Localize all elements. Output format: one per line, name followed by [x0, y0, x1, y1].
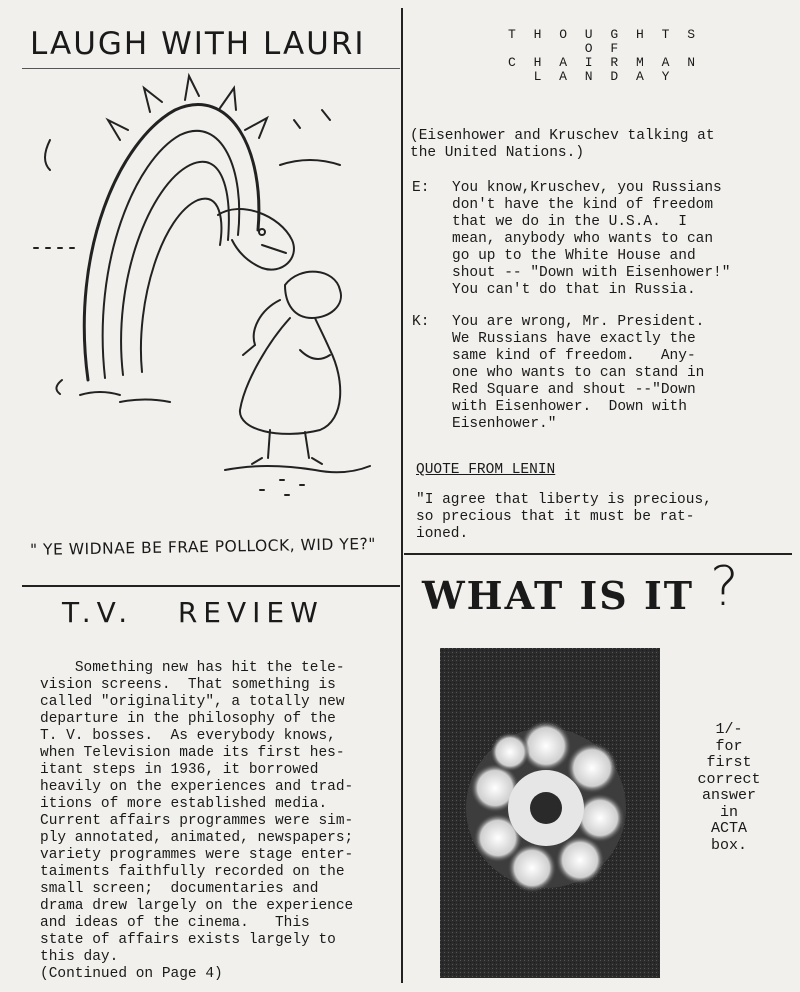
what-is-it-title: WHAT IS IT [422, 573, 694, 618]
thoughts-of-chairman-panel [404, 0, 800, 553]
sea-serpent-cartoon-illustration [0, 0, 400, 585]
lenin-quote: "I agree that liberty is precious, so precious that it must be rat- ioned. [416, 492, 712, 542]
mystery-photo [440, 648, 660, 978]
cartoon-caption: " YE WIDNAE BE FRAE POLLOCK, WID YE?" [29, 534, 377, 560]
prize-text: 1/- for first correct answer in ACTA box. [697, 721, 761, 854]
speaker-label: K: [412, 314, 430, 330]
mystery-object-image [440, 648, 660, 978]
cartoon-title: LAUGH WITH LAURI [30, 26, 366, 62]
thoughts-heading: T H O U G H T S O F C H A I R M A N L A N D A Y [507, 27, 701, 84]
speaker-label: E: [412, 180, 430, 196]
dialogue-intro: (Eisenhower and Kruschev talking at the United Nations.) [410, 128, 715, 161]
what-is-it-panel [404, 555, 800, 992]
speaker-text: You are wrong, Mr. President. We Russians have exactly the same kind of freedom. Any- one who wants to can stand in Red Square and shout --"Down with Eisenhower. Down with Eisenhower." [452, 314, 705, 432]
speaker-text: You know,Kruschev, you Russians don't have the kind of freedom that we do in the U.S.A. I mean, anybody who wants to can go up to the White House and shout -- "Down with Eisenhower!" You can't do that in Russia. [452, 180, 731, 298]
quote-heading: QUOTE FROM LENIN [416, 462, 556, 478]
question-mark-icon: ? [710, 555, 739, 618]
tv-review-body: Something new has hit the tele- vision screens. That something is called "originality", a totally new departure in the philosophy of the T. V. bosses. As everybody knows, when Television made its first hes- itant steps in 1936, it borrowed heavily on the experiences and trad- itions of more established media. Current affairs programmes were sim- ply annotated, animated, newspapers; variety programmes were stage enter- taiments faithfully recorded on the small screen; documentaries and drama drew largely on the experience and ideas of the cinema. This state of affairs exists largely to this day. (Continued on Page 4) [40, 660, 354, 982]
laugh-with-lauri-panel [0, 0, 400, 585]
tv-review-title: T.V. REVIEW [62, 596, 324, 629]
tv-review-panel [0, 587, 400, 992]
